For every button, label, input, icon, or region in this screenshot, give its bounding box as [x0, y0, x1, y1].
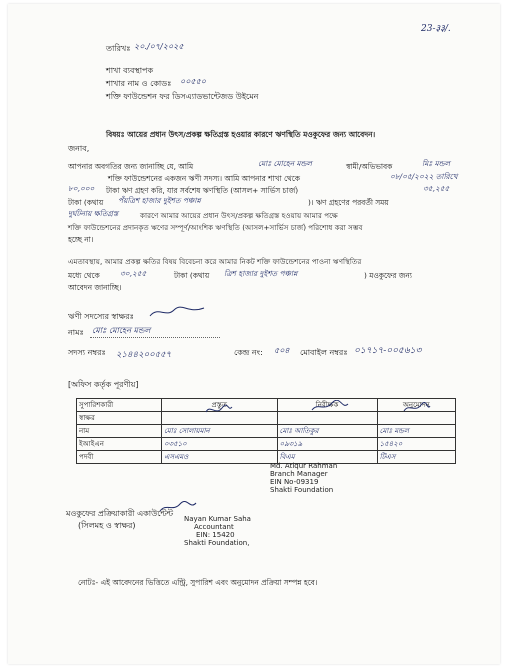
addressee-line2-label: শাখার নাম ও কোডঃ	[106, 79, 172, 88]
center-value: ৫০৪	[274, 346, 290, 355]
table-row	[77, 425, 456, 438]
body-p1-l1b: স্বামী/অভিভাবক	[346, 162, 393, 171]
center-label: কেন্দ্র নং:	[234, 348, 263, 357]
damage-cause: দুর্ঘটনায় ক্ষতিগ্রস্ত	[68, 209, 119, 218]
mobile-label: মোবাইল নম্বরঃ	[300, 348, 348, 357]
outstanding-in-words: পঁয়ত্রিশ হাজার দুইশত পঞ্চান্ন	[118, 196, 201, 205]
waiver-in-words: ত্রিশ হাজার দুইশত পঞ্চান্ন	[224, 269, 298, 278]
accountant-stamp	[184, 515, 251, 547]
accountant-label-sub: (সিলমহ ও স্বাক্ষর)	[78, 521, 136, 530]
footnote: নোটঃ- এই আবেদনের ভিত্তিতে এন্ট্রি, সুপারিশ এবং অনুমোদন প্রক্রিয়া সম্পন্ন হবে।	[78, 578, 318, 587]
table-cell: ইআইএন	[77, 438, 162, 451]
bm-stamp-org: Shakti Foundation	[270, 486, 334, 494]
table-row	[77, 438, 456, 451]
preparer-signature	[204, 404, 234, 416]
body-p2-l2c: ) মওকুফের জন্য	[364, 271, 412, 280]
acc-stamp-ein: EIN: 15420	[196, 531, 235, 539]
table-cell: পদবী	[77, 451, 162, 464]
table-header: অনুমোদন	[377, 399, 455, 412]
table-cell: বিএম	[277, 451, 377, 464]
member-name-value: মোঃ মোহেন মন্ডল	[92, 326, 151, 335]
body-p2-l1: এমতাবস্থায়, আমার প্রকল্প ক্ষতির বিষয় বিবেচনা করে আমার নিকট শক্তি ফাউন্ডেশনের পাওনা ঋণস্থিতির	[68, 257, 362, 266]
table-cell: ০৯৩১৯	[277, 438, 377, 451]
table-cell: নাম	[77, 425, 162, 438]
bm-stamp-title: Branch Manager	[270, 470, 328, 478]
loan-amount: ৮০,০০০	[68, 184, 95, 193]
salutation: জনাব,	[68, 144, 90, 153]
table-row	[77, 412, 456, 425]
body-p1-l5: কারণে আমার আয়ের প্রধান উৎস/প্রকল্প ক্ষতিগ্রস্ত হওয়ায় আমার পক্ষে	[140, 211, 338, 220]
body-p1-l1a: আপনার অবগতির জন্য জানাচ্ছি যে, আমি	[68, 162, 194, 171]
table-cell: স্বাক্ষর	[77, 412, 162, 425]
table-cell: এসএমও	[162, 451, 278, 464]
outstanding-amount: ৩৫,২৫৫	[423, 184, 450, 193]
loan-date: ০৮/০৫/২০২২ তারিখে	[390, 172, 458, 181]
member-no-label: সদস্য নম্বরঃ	[68, 348, 106, 357]
member-no-value: ২১৪৪২০০৫৫৭	[116, 350, 172, 360]
waiver-amount: ৩০,২৫৫	[120, 269, 147, 278]
accountant-label: মওকুফের প্রক্রিয়াকারী একাউন্টেন্ট	[66, 509, 174, 518]
table-cell: মোঃ মন্ডল	[377, 425, 455, 438]
table-cell: ১৫৪২০	[377, 438, 455, 451]
body-p1-l2: শক্তি ফাউন্ডেশনের একজন ঋণী সদস্য। আমি আপনার শাখা থেকে	[108, 174, 300, 183]
bm-stamp-ein: EIN No-09319	[270, 478, 319, 486]
table-cell: মোঃ আতিকুর	[277, 425, 377, 438]
checker-signature	[310, 400, 350, 414]
subject-line: বিষয়ঃ আয়ের প্রধান উৎস/প্রকল্প ক্ষতিগ্রস্ত হওয়ার কারণে ঋণস্থিতি মওকুফের জন্য আবেদন।	[106, 130, 376, 139]
accountant-signature	[158, 500, 198, 514]
table-row	[77, 451, 456, 464]
body-p1-l7: হচ্ছে না।	[68, 235, 94, 244]
addressee-line3: শক্তি ফাউন্ডেশন ফর ডিসএ্যাডভান্টেজড উইমেন	[106, 92, 259, 101]
member-name-label: নামঃ	[68, 328, 84, 337]
mobile-value: ০১৭১৭-০০৫৬১৩	[354, 346, 422, 356]
table-cell: মোঃ সোলায়মান	[162, 425, 278, 438]
acc-stamp-title: Accountant	[194, 523, 234, 531]
office-section-label: [অফিস কর্তৃক পূরণীয়]	[68, 380, 139, 389]
table-header-row	[77, 399, 456, 412]
table-header: সুপারিশকারী	[77, 399, 162, 412]
table-header: নিরীক্ষক	[277, 399, 377, 412]
applicant-name: মোঃ মোহেন মন্ডল	[258, 159, 312, 168]
table-header: প্রস্তুত	[162, 399, 278, 412]
body-p2-l3: আবেদন জানাচ্ছি।	[68, 283, 122, 292]
body-p1-l3: টাকা ঋণ গ্রহণ করি, যার সর্বশেষ ঋণস্থিতি (আসল+ সার্ভিস চার্জ)	[106, 186, 299, 195]
body-p2-l2b: টাকা (কথায়	[174, 271, 210, 280]
acc-stamp-name: Nayan Kumar Saha	[184, 515, 251, 523]
guardian-name: মিঃ মন্ডল	[422, 159, 451, 168]
addressee-line1: শাখা ব্যবস্থাপক	[106, 66, 154, 75]
table-cell: টিএস	[377, 451, 455, 464]
member-name-line	[90, 337, 220, 338]
branch-code: ০০৫৫০	[180, 77, 206, 86]
body-p1-l6: শক্তি ফাউন্ডেশনের প্রদানকৃত ঋণের সম্পূর্ণ/আংশিক ঋণস্থিতি (আসল+সার্ভিস চার্জ) পরিশোধ করা সম্ভব	[68, 223, 363, 232]
body-p1-l4a: টাকা (কথায়	[68, 198, 104, 207]
date-value: ২০./০৭/২০২৫	[134, 42, 184, 51]
member-sign-label: ঋণী সদস্যের স্বাক্ষরঃ	[68, 312, 134, 321]
body-p2-l2a: মধ্যে থেকে	[68, 271, 100, 280]
date-label: তারিখঃ	[106, 44, 131, 53]
table-cell: ০৩৫১০	[162, 438, 278, 451]
approval-table	[76, 398, 456, 464]
member-signature	[148, 304, 208, 320]
bm-stamp-name: Md. Atiqur Rahman	[270, 462, 338, 470]
body-p1-l4b: )। ঋণ গ্রহণের পরবর্তী সময়	[308, 198, 389, 207]
corner-note: 23-३३/.	[421, 24, 451, 34]
approver-signature	[402, 402, 432, 414]
document-page	[8, 4, 500, 664]
acc-stamp-org: Shakti Foundation,	[184, 539, 250, 547]
bm-stamp	[270, 462, 337, 494]
